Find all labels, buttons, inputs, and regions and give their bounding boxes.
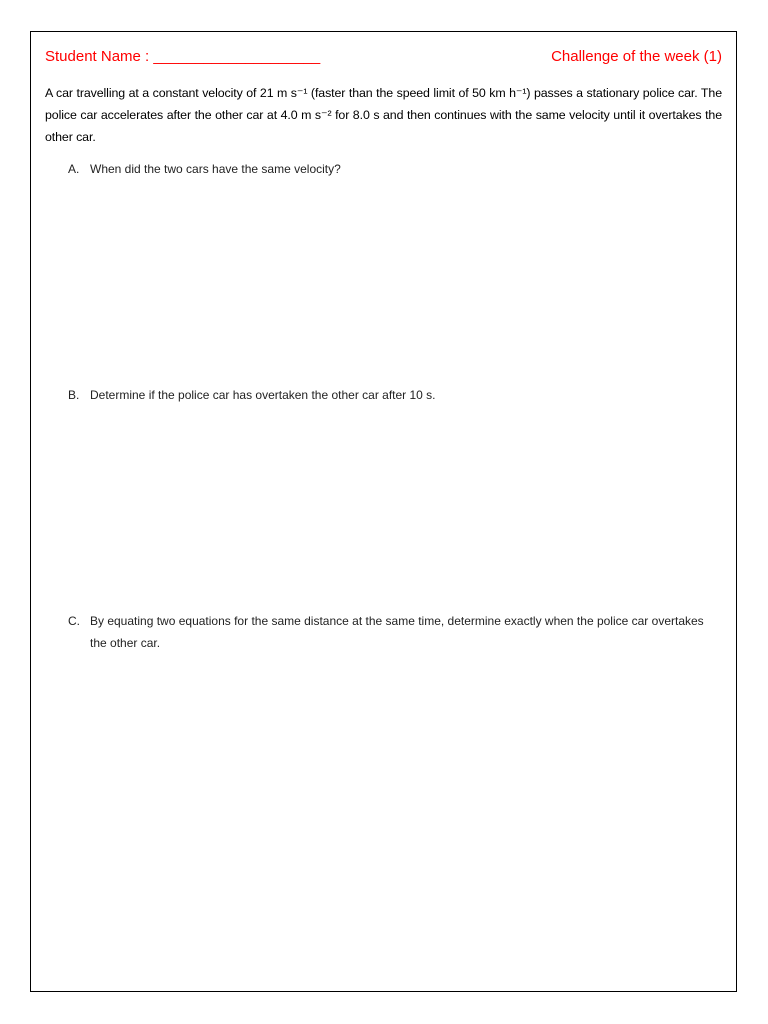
question-c-text: By equating two equations for the same distance at the same time, determine exactly when the police car overtakes the other car. <box>90 614 704 650</box>
question-a-text: When did the two cars have the same velocity? <box>90 162 341 176</box>
worksheet-header <box>45 48 722 70</box>
question-c-letter: C. <box>68 614 80 628</box>
problem-statement: A car travelling at a constant velocity of 21 m s⁻¹ (faster than the speed limit of 50 km h⁻¹) passes a stationary police car. The police car accelerates after the other car at 4.0 m s⁻² for 8.0 s and then continues with the same velocity until it overtakes the other car. <box>45 86 722 144</box>
question-a <box>68 158 708 180</box>
question-c <box>68 610 708 654</box>
question-b-letter: B. <box>68 388 80 402</box>
question-b <box>68 384 708 406</box>
challenge-title: Challenge of the week (1) <box>551 48 722 65</box>
student-name-field: Student Name : ____________________ <box>45 48 321 65</box>
question-a-letter: A. <box>68 162 80 176</box>
worksheet-frame <box>30 31 737 992</box>
question-b-text: Determine if the police car has overtaken the other car after 10 s. <box>90 388 436 402</box>
